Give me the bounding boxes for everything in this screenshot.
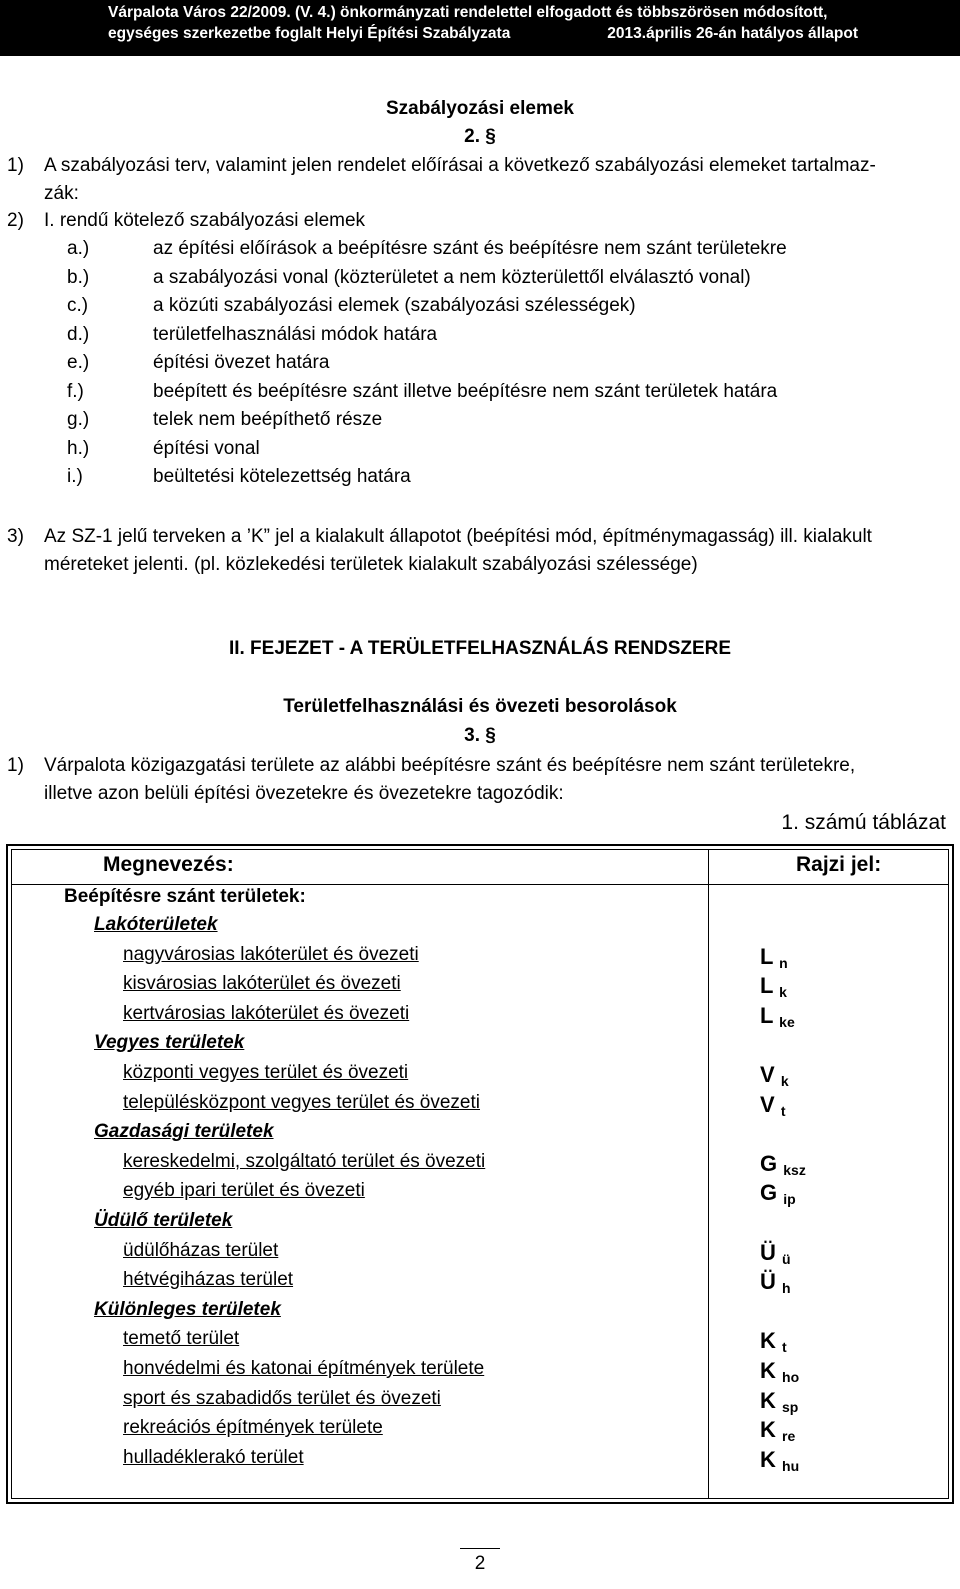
table-row-code bbox=[760, 1271, 791, 1299]
category-title: Üdülő területek bbox=[94, 1210, 233, 1231]
code-letter: K bbox=[760, 1358, 776, 1383]
list-item-text: telek nem beépíthető része bbox=[153, 409, 383, 430]
header-line2-right: 2013.április 26-án hatályos állapot bbox=[607, 25, 858, 42]
code-letter: G bbox=[760, 1150, 778, 1176]
land-use-table bbox=[6, 844, 954, 1504]
table-row-name: nagyvárosias lakóterület és övezeti bbox=[123, 943, 419, 965]
code-letter: K bbox=[760, 1446, 776, 1472]
item-1-cont: zák: bbox=[44, 183, 79, 204]
table-row-code bbox=[760, 1239, 791, 1270]
list-item-letter: c.) bbox=[67, 295, 89, 316]
list-item-letter: e.) bbox=[67, 352, 90, 373]
code-letter: Ü bbox=[760, 1239, 776, 1265]
header-line2-left: egységes szerkezetbe foglalt Helyi Építési Szabályzata bbox=[108, 25, 511, 42]
code-subscript: h bbox=[782, 1280, 791, 1297]
code-subscript: t bbox=[782, 1339, 787, 1356]
code-letter: K bbox=[760, 1328, 776, 1354]
table-row-code bbox=[760, 975, 787, 1003]
list-item-letter: a.) bbox=[67, 238, 90, 259]
category-title: Lakóterületek bbox=[94, 914, 218, 935]
code-subscript: sp bbox=[782, 1398, 799, 1415]
column-header-code: Rajzi jel: bbox=[796, 853, 882, 876]
code-subscript: n bbox=[779, 954, 788, 971]
list-item-text: területfelhasználási módok határa bbox=[153, 323, 438, 345]
table-row-name: településközpont vegyes terület és övezeti bbox=[123, 1091, 480, 1113]
code-subscript: k bbox=[779, 984, 787, 1001]
category-title: Különleges területek bbox=[94, 1298, 281, 1320]
chapter-item-1-cont: illetve azon belüli építési övezetekre és övezetekre tagozódik: bbox=[44, 783, 564, 804]
list-item-text: építési övezet határa bbox=[153, 352, 330, 373]
list-item-text: a szabályozási vonal (közterületet a nem közterülettől elválasztó vonal) bbox=[153, 266, 751, 288]
page-header bbox=[0, 0, 960, 56]
list-item-letter: f.) bbox=[67, 380, 84, 402]
group-title: Beépítésre szánt területek: bbox=[64, 886, 306, 907]
footer-divider bbox=[460, 1548, 500, 1549]
code-letter: G bbox=[760, 1180, 778, 1206]
table-row-name: központi vegyes terület és övezeti bbox=[123, 1062, 409, 1083]
table-row-code bbox=[760, 1182, 796, 1210]
table-row-code bbox=[760, 1419, 795, 1447]
code-letter: Ü bbox=[760, 1269, 776, 1295]
code-letter: V bbox=[760, 1062, 775, 1087]
table-row-code bbox=[760, 1387, 799, 1418]
code-subscript: ho bbox=[782, 1369, 800, 1385]
table-row-name: egyéb ipari terület és övezeti bbox=[123, 1180, 365, 1202]
section-title: Szabályozási elemek bbox=[386, 98, 574, 119]
code-subscript: re bbox=[782, 1428, 796, 1445]
list-item-letter: b.) bbox=[67, 266, 90, 288]
category-title: Vegyes területek bbox=[94, 1032, 245, 1054]
table-row-name: hétvégiházas terület bbox=[123, 1269, 294, 1291]
table-row-name: hulladéklerakó terület bbox=[123, 1446, 304, 1468]
code-subscript: ke bbox=[779, 1013, 795, 1030]
code-letter: L bbox=[760, 973, 774, 999]
paragraph-number: 2. § bbox=[464, 126, 496, 147]
category-title: Gazdasági területek bbox=[94, 1121, 274, 1143]
code-letter: K bbox=[760, 1417, 776, 1443]
table-row-code bbox=[760, 1446, 800, 1477]
list-item-letter: i.) bbox=[67, 466, 83, 487]
table-row-code bbox=[760, 1064, 789, 1092]
list-item-letter: h.) bbox=[67, 437, 90, 459]
table-row-name: temető terület bbox=[123, 1328, 240, 1350]
page-number: 2 bbox=[474, 1553, 486, 1574]
list-item-text: építési vonal bbox=[153, 437, 260, 459]
code-letter: L bbox=[760, 943, 774, 969]
column-header-name: Megnevezés: bbox=[103, 853, 234, 876]
table-row-code bbox=[760, 1002, 795, 1033]
header-line1: Várpalota Város 22/2009. (V. 4.) önkormányzati rendelettel elfogadott és többszörösen módosított, bbox=[108, 4, 828, 21]
chapter-subtitle: Területfelhasználási és övezeti besorolások bbox=[283, 696, 677, 717]
list-item-text: beültetési kötelezettség határa bbox=[153, 466, 411, 487]
code-letter: V bbox=[760, 1091, 775, 1117]
code-subscript: ü bbox=[782, 1250, 791, 1267]
code-subscript: k bbox=[780, 1073, 789, 1089]
table-row-name: sport és szabadidős terület és övezeti bbox=[123, 1387, 441, 1409]
table-row-code bbox=[760, 943, 788, 974]
code-letter: L bbox=[760, 1002, 774, 1028]
table-row-name: rekreációs építmények területe bbox=[123, 1417, 383, 1439]
list-item-text: a közúti szabályozási elemek (szabályozási szélességek) bbox=[153, 295, 636, 316]
code-subscript: ip bbox=[783, 1191, 796, 1208]
table-row-name: kertvárosias lakóterület és övezeti bbox=[123, 1002, 410, 1024]
chapter-paragraph-number: 3. § bbox=[464, 725, 496, 746]
item-3-cont: méreteket jelenti. (pl. közlekedési területek kialakult szabályozási szélessége) bbox=[44, 554, 698, 575]
list-item-letter: g.) bbox=[67, 409, 90, 430]
code-letter: K bbox=[760, 1387, 776, 1413]
list-item-text: az építési előírások a beépítésre szánt és beépítésre nem szánt területekre bbox=[153, 238, 787, 259]
list-item-text: beépített és beépítésre szánt illetve beépítésre nem szánt területek határa bbox=[153, 380, 778, 402]
table-caption: 1. számú táblázat bbox=[781, 811, 946, 834]
chapter-title: II. FEJEZET - A TERÜLETFELHASZNÁLÁS RENDSZERE bbox=[228, 638, 732, 659]
code-subscript: t bbox=[780, 1102, 786, 1119]
list-item-letter: d.) bbox=[67, 323, 90, 345]
table-row-code bbox=[760, 1360, 799, 1388]
code-subscript: ksz bbox=[783, 1161, 806, 1178]
table-row-name: kisvárosias lakóterület és övezeti bbox=[123, 973, 401, 995]
table-row-name: üdülőházas terület bbox=[123, 1239, 279, 1261]
code-subscript: hu bbox=[782, 1457, 800, 1474]
table-row-code bbox=[760, 1330, 787, 1358]
table-row-code bbox=[760, 1091, 786, 1122]
table-row-name: kereskedelmi, szolgáltató terület és övezeti bbox=[123, 1150, 486, 1172]
table-row-name: honvédelmi és katonai építmények területe bbox=[123, 1358, 485, 1379]
table-row-code bbox=[760, 1150, 806, 1181]
